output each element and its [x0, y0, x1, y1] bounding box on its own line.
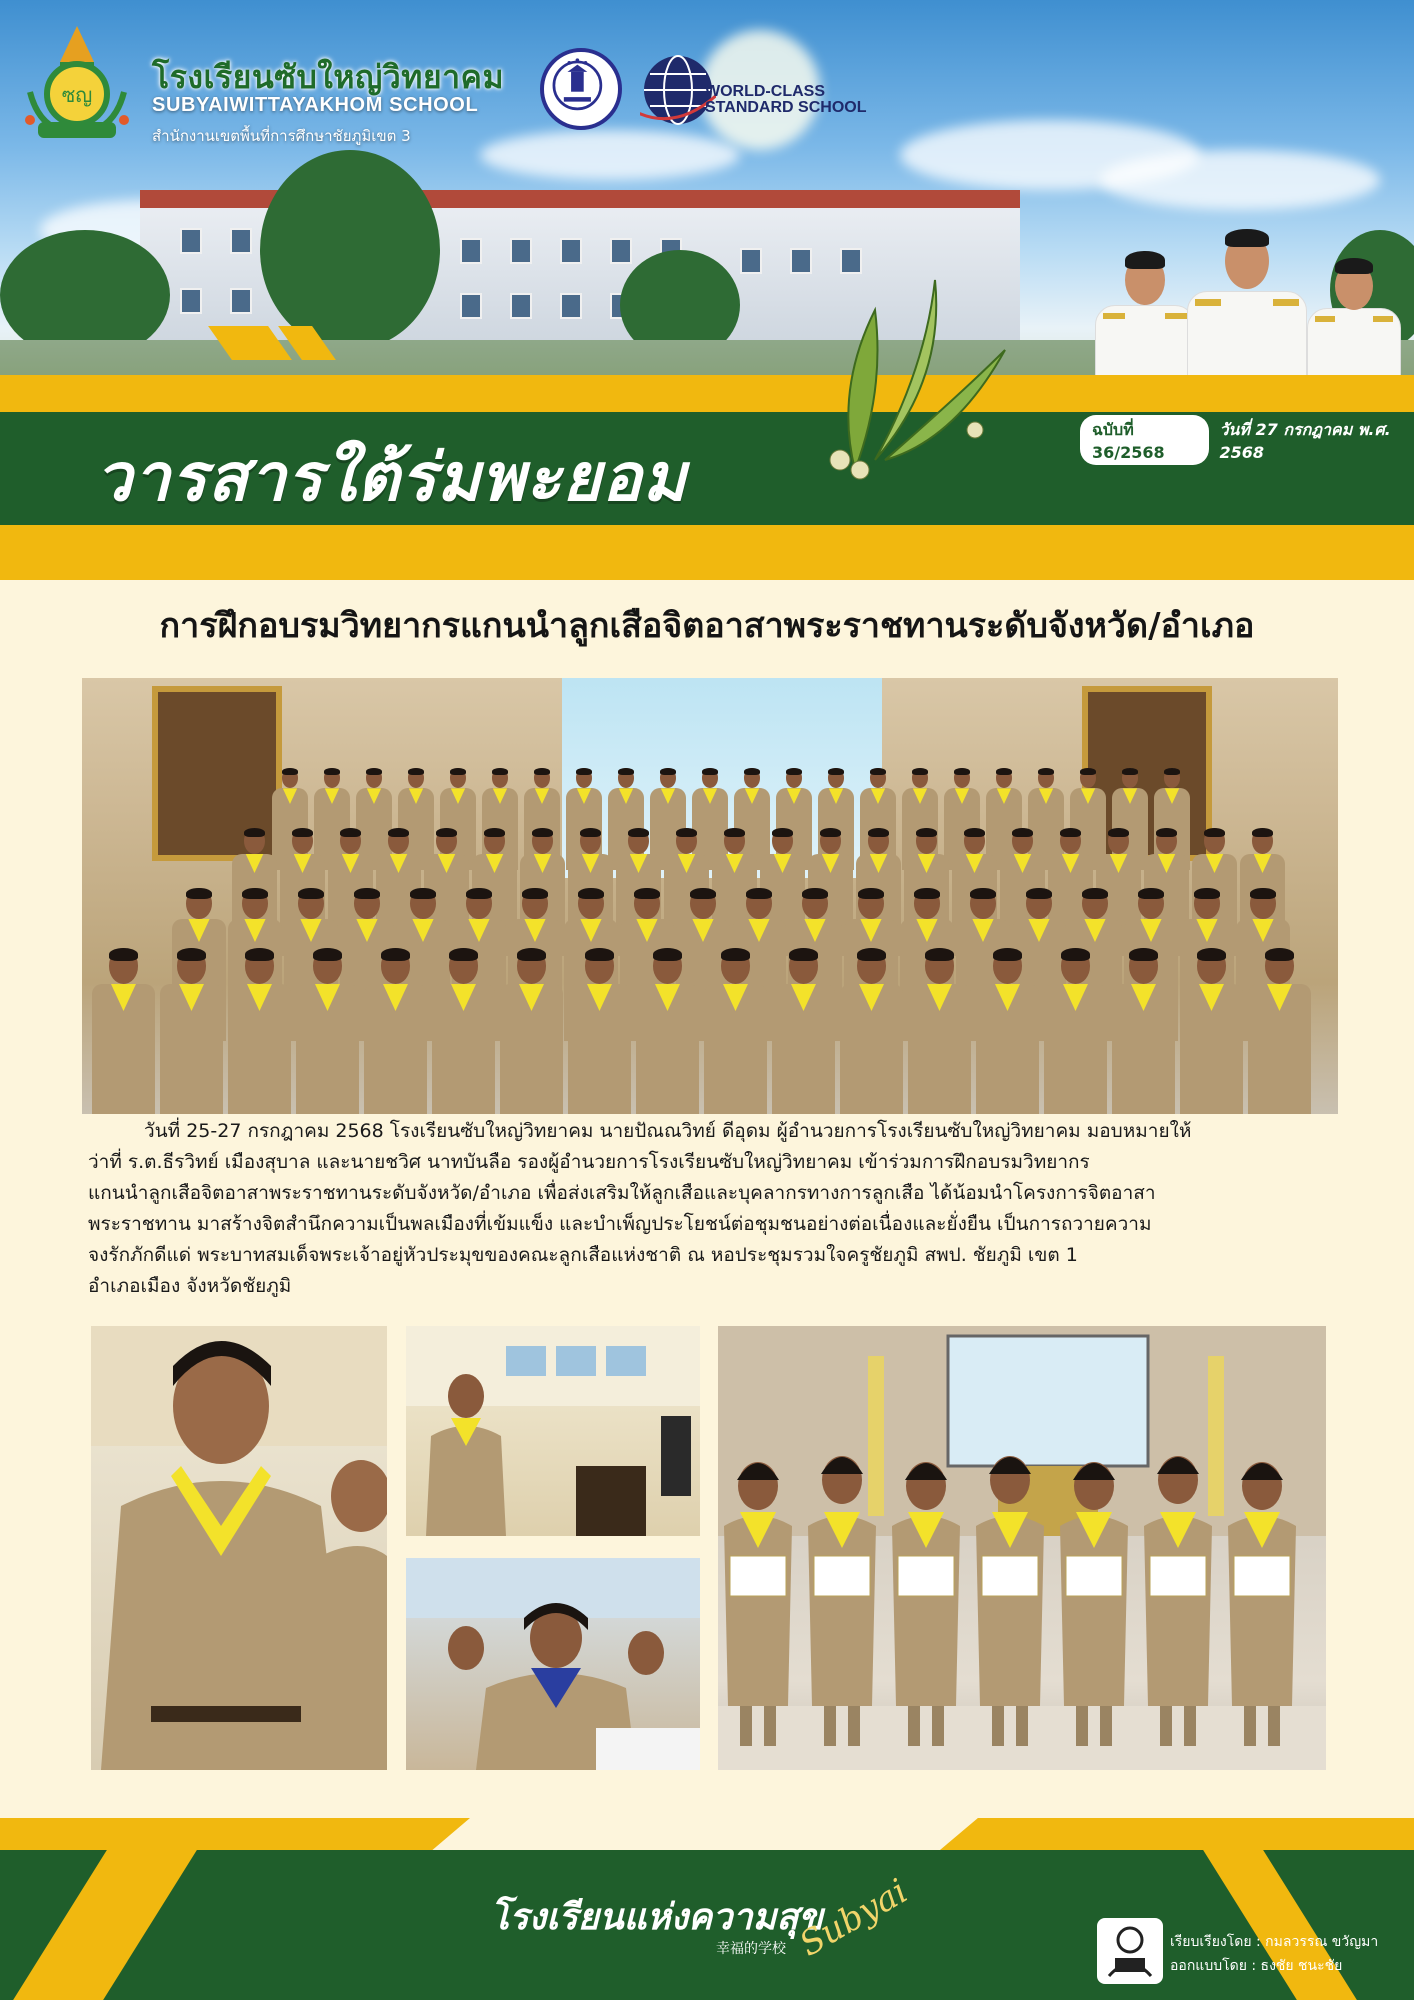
scout-person: [568, 948, 631, 1114]
scout-person: [636, 948, 699, 1114]
footer-yellow-band: [0, 1818, 470, 1850]
scout-person: [1112, 948, 1175, 1114]
ministry-badge-logo: [540, 48, 622, 130]
scout-person: [1248, 948, 1311, 1114]
photo-participants-writing: [406, 1558, 700, 1770]
issue-date: วันที่ 27 กรกฎาคม พ.ศ. 2568: [1219, 420, 1391, 462]
wcs-line-2: STANDARD SCHOOL: [705, 99, 867, 116]
scout-person: [908, 948, 971, 1114]
payom-flower-illustration: [815, 270, 1015, 480]
article-body-line: อำเภอเมือง จังหวัดชัยภูมิ: [88, 1275, 292, 1297]
group-photo-scouts: [82, 678, 1338, 1114]
school-name-english: SUBYAIWITTAYAKHOM SCHOOL: [152, 94, 479, 116]
scout-person: [976, 948, 1039, 1114]
scout-person: [92, 948, 155, 1114]
scout-person: [840, 948, 903, 1114]
photo-trainer-speaking: [406, 1326, 700, 1536]
compiled-by: เรียบเรียงโดย : กมลวรรณ ขวัญมา: [1170, 1934, 1379, 1950]
issue-number-badge: ฉบับที่ 36/2568: [1080, 415, 1209, 465]
header-banner: [0, 0, 1414, 580]
subyai-signature: Subyai: [792, 1871, 915, 1965]
happy-school-slogan: โรงเรียนแห่งความสุข: [490, 1896, 823, 1938]
article-body-line: ว่าที่ ร.ต.ธีรวิทย์ เมืองสุบาล และนายชวิศ นาทบันลือ รองผู้อำนวยการโรงเรียนซับใหญ่วิทยาคม เข้าร่วมการฝึกอบรมวิทยากร: [88, 1151, 1090, 1173]
article-body: [88, 1116, 1332, 1302]
scout-person: [160, 948, 223, 1114]
scout-person: [364, 948, 427, 1114]
article-body-line: วันที่ 25-27 กรกฎาคม 2568 โรงเรียนซับใหญ่วิทยาคม นายปัณณวิทย์ ดีอุดม ผู้อำนวยการโรงเรียนซับใหญ่วิทยาคม มอบหมายให้: [144, 1120, 1192, 1142]
footer-yellow-band: [940, 1818, 1414, 1850]
school-seal-logo: [20, 22, 135, 147]
writer-avatar-icon: [1097, 1918, 1163, 1984]
scout-person: [1044, 948, 1107, 1114]
photo-certificate-recipients: [718, 1326, 1326, 1770]
journal-title: วารสารใต้ร่มพะยอม: [95, 439, 688, 516]
happy-school-chinese: 幸福的学校: [716, 1941, 786, 1957]
scout-person: [228, 948, 291, 1114]
article-body-line: แกนนำลูกเสือจิตอาสาพระราชทานระดับจังหวัด/อำเภอ เพื่อส่งเสริมให้ลูกเสือและบุคลากรทางการลูกเสือ ได้น้อมนำโครงการจิตอาสา: [88, 1182, 1156, 1204]
banner-yellow-band-lower: [0, 525, 1414, 580]
scout-person: [704, 948, 767, 1114]
education-office: สำนักงานเขตพื้นที่การศึกษาชัยภูมิเขต 3: [152, 127, 411, 145]
world-class-standard-label: [705, 84, 866, 116]
photo-scout-closeup: [91, 1326, 387, 1770]
scout-person: [296, 948, 359, 1114]
credits: [1170, 1930, 1378, 1978]
designed-by: ออกแบบโดย : ธงชัย ชนะชัย: [1170, 1958, 1343, 1974]
wcs-line-1: WORLD-CLASS: [705, 83, 825, 100]
article-body-line: จงรักภักดีแด่ พระบาทสมเด็จพระเจ้าอยู่หัวประมุขของคณะลูกเสือแห่งชาติ ณ หอประชุมรวมใจครูชัยภูมิ สพป. ชัยภูมิ เขต 1: [88, 1244, 1078, 1266]
footer: [0, 1818, 1414, 2000]
issue-info: [1080, 415, 1414, 465]
scout-person: [1180, 948, 1243, 1114]
article-title: การฝึกอบรมวิทยากรแกนนำลูกเสือจิตอาสาพระราชทานระดับจังหวัด/อำเภอ: [159, 606, 1255, 646]
article-body-line: พระราชทาน มาสร้างจิตสำนึกความเป็นพลเมืองที่เข้มแข็ง และบำเพ็ญประโยชน์ต่อชุมชนอย่างต่อเนื่องและยั่งยืน เป็นการถวายความ: [88, 1213, 1152, 1235]
scout-person: [772, 948, 835, 1114]
school-name-thai: โรงเรียนซับใหญ่วิทยาคม: [152, 58, 505, 96]
banner-yellow-band: [0, 375, 1414, 415]
scout-person: [432, 948, 495, 1114]
svg-text:ซญ: ซญ: [61, 83, 93, 107]
scout-person: [500, 948, 563, 1114]
